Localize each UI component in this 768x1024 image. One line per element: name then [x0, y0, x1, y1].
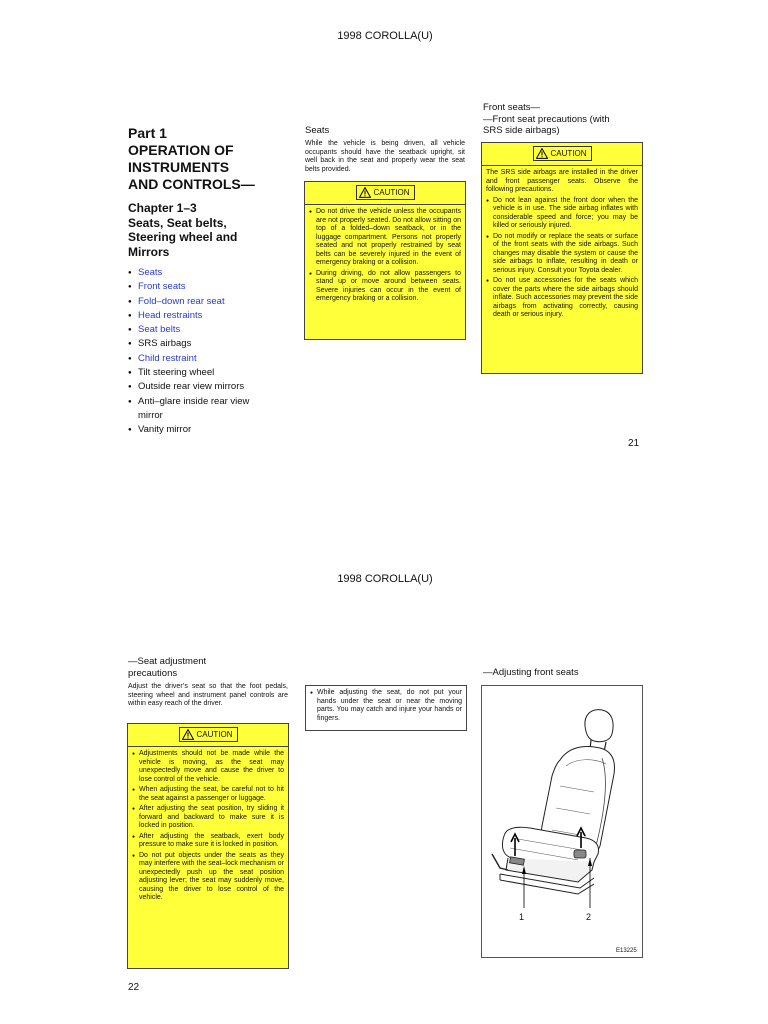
caution-bullet: ● Do not lean against the front door when the vehicle is in use. The side airbag inflates with considerable speed and force; you may be killed or seriously injured.: [486, 197, 638, 231]
chapter-title-line: Steering wheel and: [128, 230, 238, 244]
caution-bullet: ● Do not modify or replace the seats or surface of the front seats with the side airbags. Such changes may disable the system or cause the side airbags to inflate, resulting in death or serious injury. Consult your Toyota dealer.: [486, 233, 638, 276]
caution-bullet: ● Do not use accessories for the seats which cover the parts where the side airbags should inflate. Such accessories may prevent the side airbags from activating correctly, causing death or serious injury.: [486, 277, 638, 320]
caution-box-seats: [304, 181, 466, 340]
caution-text: CAUTION: [373, 188, 410, 197]
toc-link-seat-belts[interactable]: ● Seat belts: [128, 323, 268, 337]
figure-code: E13225: [616, 948, 637, 954]
caution-bullet: ● After adjusting the seatback, exert body pressure to make sure it is locked in position.: [132, 833, 284, 850]
toc-item-outside-mirrors: ● Outside rear view mirrors: [128, 380, 268, 394]
page-header: 1998 COROLLA(U): [337, 573, 433, 585]
toc-link-child-restraint[interactable]: ● Child restraint: [128, 352, 268, 366]
heading-line: Front seats—: [483, 102, 541, 113]
section-heading-front-seats: [483, 102, 643, 137]
heading-line: precautions: [128, 667, 178, 679]
caution-bullet: ● During driving, do not allow passengers to stand up or move around between seats. Severe injuries can occur in the event of emergency braking or a collision.: [309, 270, 461, 304]
caution-bullet: ● When adjusting the seat, be careful not to hit the seat against a passenger or luggage.: [132, 786, 284, 803]
toc-item-anti-glare-mirror: ● Anti–glare inside rear view mirror: [128, 395, 268, 424]
heading-line: —Front seat precautions (with: [483, 113, 610, 125]
toc-link-seats[interactable]: ● Seats: [128, 266, 268, 280]
warning-triangle-icon: [536, 148, 548, 159]
seat-adjustment-figure: [481, 685, 643, 958]
caution-box-seat-adjustment: [127, 723, 289, 969]
page-header: 1998 COROLLA(U): [337, 30, 433, 42]
toc-item-tilt-steering-wheel: ● Tilt steering wheel: [128, 366, 268, 380]
chapter-title-line: Mirrors: [128, 244, 170, 259]
section-heading-seats: Seats: [305, 125, 330, 136]
part-title-line: AND CONTROLS—: [128, 176, 255, 192]
page-number: 22: [128, 982, 140, 993]
caution-text: CAUTION: [196, 730, 233, 739]
toc-link-front-seats[interactable]: ● Front seats: [128, 280, 268, 294]
part-title-line: INSTRUMENTS: [128, 159, 230, 175]
caution-intro: The SRS side airbags are installed in the driver and front passenger seats. Observe the following precautions.: [486, 169, 638, 193]
caution-label: [179, 727, 238, 742]
seats-body-text: While the vehicle is being driven, all vehicle occupants should have the seatback upright, sit well back in the seat and properly wear the seat belts provided.: [305, 140, 465, 173]
chapter-heading: [128, 201, 288, 259]
warning-triangle-icon: [359, 187, 371, 198]
caution-text: CAUTION: [550, 149, 587, 158]
chapter-title-line: Seats, Seat belts,: [128, 215, 227, 230]
caution-label: [356, 185, 415, 200]
chapter-label: Chapter 1–3: [128, 201, 197, 215]
part-heading: [128, 125, 288, 193]
figure-label-1: 1: [519, 912, 525, 922]
toc-link-head-restraints[interactable]: ● Head restraints: [128, 309, 268, 323]
front-seat-illustration: [482, 686, 642, 957]
caution-bullet: ● Do not drive the vehicle unless the occupants are not properly seated. Do not allow sitting on top of a folded–down seatback, or in the luggage compartment. Persons not properly seated and not properly restrained by seat belts can be severely injured in the event of emergency braking or a collision.: [309, 208, 461, 268]
part-label: Part 1: [128, 125, 167, 141]
heading-line: SRS side airbags): [483, 125, 560, 136]
caution-bullet: ● Do not put objects under the seats as they may interfere with the seat–lock mechanism or unexpectedly push up the seat position adjusting lever; the seat may suddenly move, causing the driver to lose control of the vehicle.: [132, 852, 284, 903]
section-heading-seat-adjustment: [128, 656, 288, 679]
part-title-line: OPERATION OF: [128, 142, 234, 158]
caution-bullet: ● Adjustments should not be made while the vehicle is moving, as the seat may unexpectedly move and cause the driver to lose control of the vehicle.: [132, 750, 284, 784]
toc-link-fold-down-rear-seat[interactable]: ● Fold–down rear seat: [128, 295, 268, 309]
toc-item-srs-airbags: ● SRS airbags: [128, 337, 268, 351]
figure-label-2: 2: [586, 912, 592, 922]
section-heading-adjusting-front-seats: —Adjusting front seats: [483, 667, 579, 678]
note-box-hands: [305, 685, 467, 731]
heading-line: —Seat adjustment: [128, 656, 207, 667]
table-of-contents: [128, 266, 268, 438]
caution-bullet: ● After adjusting the seat position, try sliding it forward and backward to make sure it is locked in position.: [132, 805, 284, 831]
toc-item-vanity-mirror: ● Vanity mirror: [128, 423, 268, 437]
warning-triangle-icon: [182, 729, 194, 740]
caution-box-side-airbags: [481, 142, 643, 374]
note-bullet: ● While adjusting the seat, do not put your hands under the seat or near the moving parts. You may catch and injure your hands or fingers.: [310, 689, 462, 723]
page-number: 21: [628, 438, 640, 449]
seat-adjustment-body-text: Adjust the driver’s seat so that the foot pedals, steering wheel and instrument panel controls are within easy reach of the driver.: [128, 683, 288, 707]
caution-label: [533, 146, 592, 161]
